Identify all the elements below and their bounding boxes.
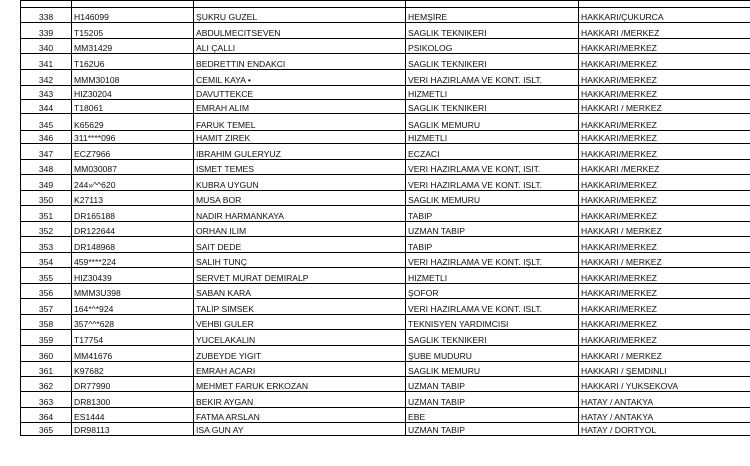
cell-location: HAKKARI/ÇUKURCA bbox=[579, 8, 750, 23]
cell-row-number: 343 bbox=[21, 86, 72, 100]
cell-location: HAKKARI/MERKEZ bbox=[579, 39, 750, 54]
cell-row-number: 362 bbox=[21, 377, 72, 392]
cell-job-title: TABIP bbox=[406, 237, 579, 253]
table-row bbox=[21, 160, 750, 175]
cell-person-name: SABAN KARA bbox=[194, 284, 406, 299]
cell-person-name: EMRAH ALIM bbox=[194, 100, 406, 114]
cell-location: HAKKARI/MERKEZ bbox=[579, 268, 750, 284]
cell-job-title: UZMAN TABIP bbox=[406, 222, 579, 237]
cell-registry-code: DR98113 bbox=[72, 423, 194, 436]
cell-registry-code: DR81300 bbox=[72, 392, 194, 408]
cell-job-title: SAGLIK MEMURU bbox=[406, 114, 579, 131]
cell-location: HAKKARI/MERKEZ bbox=[579, 86, 750, 100]
cell-job-title: SAGLIK MEMURU bbox=[406, 191, 579, 206]
table-row bbox=[21, 362, 750, 377]
cell-person-name: ISMET TEMES bbox=[194, 160, 406, 175]
cell-person-name: YUCELAKALIN bbox=[194, 330, 406, 346]
cell-job-title: UZMAN TABIP bbox=[406, 423, 579, 436]
cell-row-number: 357 bbox=[21, 299, 72, 315]
table-row bbox=[21, 284, 750, 299]
cell-location: HAKKARI/MERKEZ bbox=[579, 144, 750, 160]
table-row bbox=[21, 39, 750, 54]
cell-location: HAKKARI/MERKEZ bbox=[579, 191, 750, 206]
table-row bbox=[21, 131, 750, 144]
cell-registry-code: 244»^^620 bbox=[72, 175, 194, 191]
cell-job-title: HEMŞİRE bbox=[406, 8, 579, 23]
cell-location: HAKKARI / MERKEZ bbox=[579, 222, 750, 237]
cell-job-title: SAGLIK TEKNIKERI bbox=[406, 330, 579, 346]
cell-row-number: 351 bbox=[21, 206, 72, 222]
cell-location: HATAY / ANTAKYA bbox=[579, 392, 750, 408]
cell-job-title: VERI HAZIRLAMA VE KONT. ISLT. bbox=[406, 175, 579, 191]
cell-empty bbox=[72, 1, 194, 8]
cell-registry-code: H146099 bbox=[72, 8, 194, 23]
cell-row-number: 350 bbox=[21, 191, 72, 206]
cell-row-number: 361 bbox=[21, 362, 72, 377]
cell-registry-code: K65629 bbox=[72, 114, 194, 131]
cell-location: HAKKARI/MERKEZ bbox=[579, 299, 750, 315]
cell-empty bbox=[194, 1, 406, 8]
cell-person-name: NADIR HARMANKAYA bbox=[194, 206, 406, 222]
cell-registry-code: ES1444 bbox=[72, 408, 194, 423]
personnel-table bbox=[20, 0, 750, 436]
cell-registry-code: T15205 bbox=[72, 23, 194, 39]
cell-person-name: VEHBI GULER bbox=[194, 315, 406, 330]
cell-job-title: SAGLIK TEKNIKERI bbox=[406, 23, 579, 39]
cell-person-name: FARUK TEMEL bbox=[194, 114, 406, 131]
table-row bbox=[21, 377, 750, 392]
table-row bbox=[21, 144, 750, 160]
cell-person-name: TALIP SIMSEK bbox=[194, 299, 406, 315]
cell-person-name: SALIH TUNÇ bbox=[194, 253, 406, 268]
table-row bbox=[21, 191, 750, 206]
cell-row-number: 338 bbox=[21, 8, 72, 23]
cell-empty bbox=[579, 1, 750, 8]
table-row bbox=[21, 86, 750, 100]
cell-row-number: 353 bbox=[21, 237, 72, 253]
table-row bbox=[21, 175, 750, 191]
cell-location: HAKKARI/MERKEZ bbox=[579, 237, 750, 253]
cell-location: HAKKARI/MERKEZ bbox=[579, 70, 750, 86]
table-row bbox=[21, 237, 750, 253]
cell-row-number: 348 bbox=[21, 160, 72, 175]
cell-person-name: ZUBEYDE YIGIT bbox=[194, 346, 406, 362]
cell-registry-code: MM030087 bbox=[72, 160, 194, 175]
cell-job-title: PSIKOLOG bbox=[406, 39, 579, 54]
cell-person-name: EMRAH ACARI bbox=[194, 362, 406, 377]
cell-person-name: ABDULMECITSEVEN bbox=[194, 23, 406, 39]
table-row bbox=[21, 70, 750, 86]
cell-job-title: VERI HAZIRLAMA VE KONT, ISIT. bbox=[406, 160, 579, 175]
cell-registry-code: 357^^*628 bbox=[72, 315, 194, 330]
cell-person-name: ORHAN ILIM bbox=[194, 222, 406, 237]
cell-row-number: 360 bbox=[21, 346, 72, 362]
cell-empty bbox=[21, 1, 72, 8]
cell-registry-code: K97682 bbox=[72, 362, 194, 377]
table-row bbox=[21, 253, 750, 268]
cell-job-title: VERI HAZIRLAMA VE KONT. IŞLT. bbox=[406, 253, 579, 268]
table-row bbox=[21, 8, 750, 23]
cell-person-name: DAVUTTEKCE bbox=[194, 86, 406, 100]
cell-location: HAKKARI/MERKEZ bbox=[579, 315, 750, 330]
table-row bbox=[21, 206, 750, 222]
cell-job-title: SAGLIK TEKNIKERI bbox=[406, 100, 579, 114]
table-row bbox=[21, 299, 750, 315]
cell-location: HAKKARI / MERKEZ bbox=[579, 346, 750, 362]
cell-registry-code: DR122644 bbox=[72, 222, 194, 237]
cell-location: HAKKARI / MERKEZ bbox=[579, 253, 750, 268]
cell-job-title: TABIP bbox=[406, 206, 579, 222]
cell-location: HAKKARI/MERKEZ bbox=[579, 114, 750, 131]
table-row bbox=[21, 23, 750, 39]
cell-job-title: UZMAN TABIP bbox=[406, 377, 579, 392]
cell-person-name: BEDRETTIN ENDAKCI bbox=[194, 54, 406, 70]
table-row bbox=[21, 222, 750, 237]
cell-row-number: 339 bbox=[21, 23, 72, 39]
cell-location: HAKKARI/MERKEZ bbox=[579, 206, 750, 222]
cell-registry-code: T17754 bbox=[72, 330, 194, 346]
table-row bbox=[21, 54, 750, 70]
table-row bbox=[21, 100, 750, 114]
cell-row-number: 345 bbox=[21, 114, 72, 131]
cell-registry-code: DR148968 bbox=[72, 237, 194, 253]
cell-person-name: HAMIT ZIREK bbox=[194, 131, 406, 144]
cell-registry-code: MMM3U398 bbox=[72, 284, 194, 299]
table-row bbox=[21, 330, 750, 346]
cell-registry-code: DR165188 bbox=[72, 206, 194, 222]
cell-row-number: 342 bbox=[21, 70, 72, 86]
cell-person-name: KUBRA UYGUN bbox=[194, 175, 406, 191]
cell-person-name: IBRAHIM GULERYUZ bbox=[194, 144, 406, 160]
personnel-list-sheet bbox=[20, 0, 745, 436]
cell-registry-code: MM41676 bbox=[72, 346, 194, 362]
cell-location: HAKKARI/MERKEZ bbox=[579, 284, 750, 299]
cell-job-title: EBE bbox=[406, 408, 579, 423]
cell-person-name: FATMA ARSLAN bbox=[194, 408, 406, 423]
table-row bbox=[21, 392, 750, 408]
cell-person-name: ALI ÇALLI bbox=[194, 39, 406, 54]
cell-job-title: ŞUBE MUDURU bbox=[406, 346, 579, 362]
cell-job-title: ŞOFOR bbox=[406, 284, 579, 299]
cell-row-number: 364 bbox=[21, 408, 72, 423]
cell-row-number: 340 bbox=[21, 39, 72, 54]
cell-location: HAKKARI/MERKEZ bbox=[579, 175, 750, 191]
cell-person-name: CEMIL KAYA • bbox=[194, 70, 406, 86]
cell-job-title: TEKNISYEN YARDIMCISI bbox=[406, 315, 579, 330]
cell-job-title: HIZMETLI bbox=[406, 86, 579, 100]
cell-job-title: UZMAN TABIP bbox=[406, 392, 579, 408]
table-row-partial bbox=[21, 1, 750, 8]
cell-location: HAKKARI /MERKEZ bbox=[579, 160, 750, 175]
cell-location: HAKKARI/MERKEZ bbox=[579, 330, 750, 346]
cell-registry-code: 164*^*924 bbox=[72, 299, 194, 315]
cell-row-number: 359 bbox=[21, 330, 72, 346]
cell-row-number: 356 bbox=[21, 284, 72, 299]
cell-registry-code: HIZ30204 bbox=[72, 86, 194, 100]
cell-job-title: SAGLIK TEKNIKERI bbox=[406, 54, 579, 70]
cell-row-number: 363 bbox=[21, 392, 72, 408]
cell-registry-code: T162U6 bbox=[72, 54, 194, 70]
cell-person-name: ŞUKRU GUZEL bbox=[194, 8, 406, 23]
cell-row-number: 341 bbox=[21, 54, 72, 70]
table-row bbox=[21, 315, 750, 330]
cell-job-title: VERI HAZIRLAMA VE KONT. ISLT. bbox=[406, 299, 579, 315]
cell-registry-code: HIZ30439 bbox=[72, 268, 194, 284]
cell-location: HAKKARI/MERKEZ bbox=[579, 131, 750, 144]
cell-registry-code: ECZ7966 bbox=[72, 144, 194, 160]
personnel-table-body bbox=[21, 1, 750, 436]
cell-registry-code: MM31429 bbox=[72, 39, 194, 54]
cell-row-number: 346 bbox=[21, 131, 72, 144]
cell-person-name: BEKIR AYGAN bbox=[194, 392, 406, 408]
cell-location: HAKKARI/MERKEZ bbox=[579, 54, 750, 70]
table-row bbox=[21, 423, 750, 436]
cell-registry-code: K27113 bbox=[72, 191, 194, 206]
cell-location: HAKKARI / ŞEMDINLI bbox=[579, 362, 750, 377]
cell-person-name: MUSA BOR bbox=[194, 191, 406, 206]
cell-job-title: ECZACI bbox=[406, 144, 579, 160]
table-row bbox=[21, 114, 750, 131]
cell-location: HAKKARI /MERKEZ bbox=[579, 23, 750, 39]
cell-row-number: 344 bbox=[21, 100, 72, 114]
cell-person-name: MEHMET FARUK ERKOZAN bbox=[194, 377, 406, 392]
cell-registry-code: T18061 bbox=[72, 100, 194, 114]
cell-row-number: 352 bbox=[21, 222, 72, 237]
cell-row-number: 355 bbox=[21, 268, 72, 284]
cell-person-name: ISA GUN AY bbox=[194, 423, 406, 436]
cell-location: HAKKARI / YUKSEKOVA bbox=[579, 377, 750, 392]
cell-job-title: HIZMETLI bbox=[406, 131, 579, 144]
cell-job-title: HIZMETLI bbox=[406, 268, 579, 284]
cell-registry-code: DR77990 bbox=[72, 377, 194, 392]
table-row bbox=[21, 268, 750, 284]
cell-row-number: 349 bbox=[21, 175, 72, 191]
cell-location: HATAY / ANTAKYA bbox=[579, 408, 750, 423]
cell-person-name: SERVET MURAT DEMIRALP bbox=[194, 268, 406, 284]
cell-location: HAKKARI / MERKEZ bbox=[579, 100, 750, 114]
cell-empty bbox=[406, 1, 579, 8]
cell-registry-code: 311****096 bbox=[72, 131, 194, 144]
table-row bbox=[21, 408, 750, 423]
cell-job-title: SAGLIK MEMURU bbox=[406, 362, 579, 377]
table-row bbox=[21, 346, 750, 362]
cell-registry-code: 459****224 bbox=[72, 253, 194, 268]
cell-person-name: SAIT DEDE bbox=[194, 237, 406, 253]
cell-location: HATAY / DORTYOL bbox=[579, 423, 750, 436]
cell-job-title: VERI HAZIRLAMA VE KONT. ISLT. bbox=[406, 70, 579, 86]
cell-row-number: 354 bbox=[21, 253, 72, 268]
cell-row-number: 358 bbox=[21, 315, 72, 330]
cell-registry-code: MMM30108 bbox=[72, 70, 194, 86]
cell-row-number: 365 bbox=[21, 423, 72, 436]
cell-row-number: 347 bbox=[21, 144, 72, 160]
